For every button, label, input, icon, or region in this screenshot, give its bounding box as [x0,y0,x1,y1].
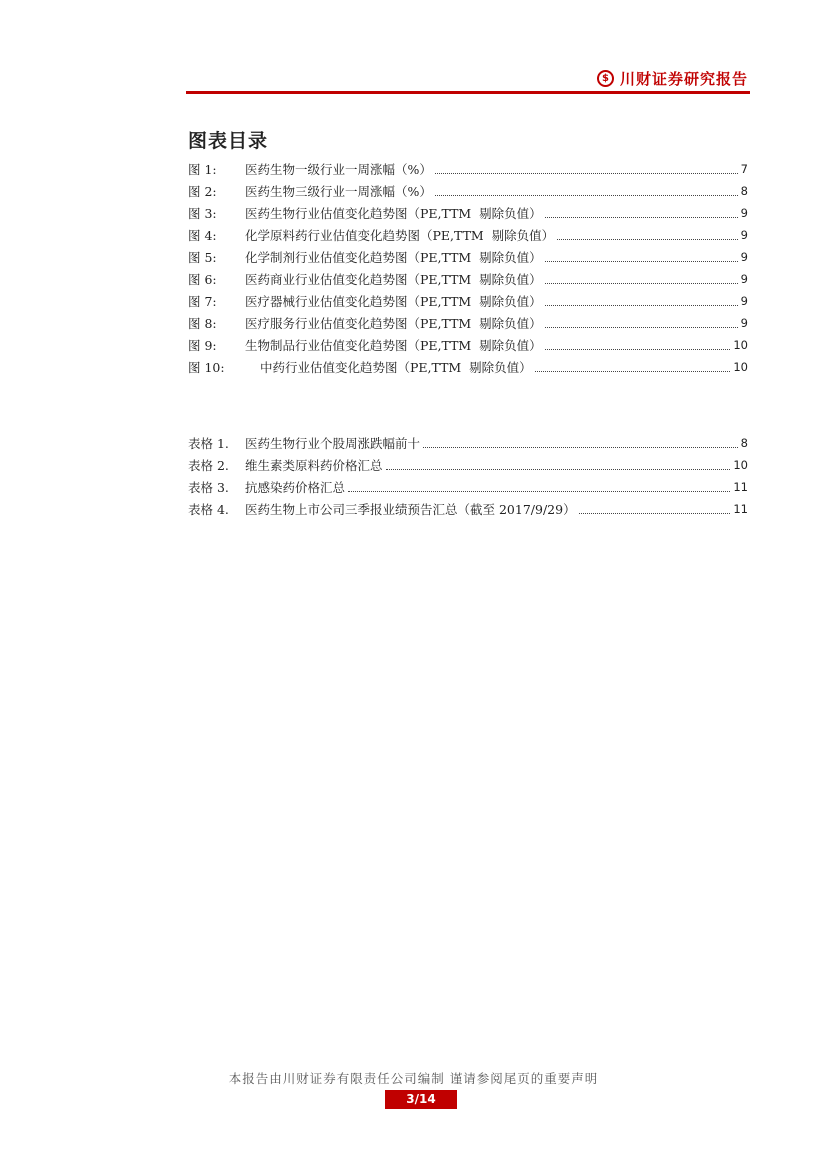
entry-label: 图 9: [188,338,217,353]
entry-page: 9 [740,272,748,286]
toc-title: 图表目录 [188,130,269,152]
header-rule [186,91,750,94]
entry-caption: 医药商业行业估值变化趋势图（PE,TTM 剔除负值） [245,272,542,287]
dot-leader [579,513,731,514]
entry-label: 图 2: [188,184,217,199]
toc-entry-table[interactable] [188,498,748,520]
entry-page: 11 [733,480,748,494]
dot-leader [386,469,731,470]
brand-name: 川财证券研究报告 [619,70,748,88]
entry-page: 9 [740,250,748,264]
toc-entry-figure[interactable] [188,356,748,378]
entry-page: 8 [740,184,748,198]
entry-caption: 抗感染药价格汇总 [245,480,346,495]
entry-label: 表格 4. [188,502,229,517]
toc-entry-table[interactable] [188,432,748,454]
dot-leader [545,305,738,306]
entry-caption: 医药生物上市公司三季报业绩预告汇总（截至 2017/9/29） [245,502,576,517]
entry-caption: 医药生物一级行业一周涨幅（%） [245,162,432,177]
entry-caption: 医药生物三级行业一周涨幅（%） [245,184,432,199]
entry-label: 图 6: [188,272,217,287]
entry-page: 11 [733,502,748,516]
entry-caption: 医药生物行业估值变化趋势图（PE,TTM 剔除负值） [245,206,542,221]
entry-page: 9 [740,206,748,220]
footer-disclaimer: 本报告由川财证券有限责任公司编制 谨请参阅尾页的重要声明 [228,1071,599,1086]
entry-label: 表格 2. [188,458,229,473]
entry-label: 图 4: [188,228,217,243]
entry-page: 9 [740,316,748,330]
dot-leader [545,349,731,350]
dot-leader [348,491,730,492]
toc-entry-table[interactable] [188,476,748,498]
toc-entry-figure[interactable] [188,334,748,356]
entry-caption: 医药生物行业个股周涨跌幅前十 [245,436,421,451]
dot-leader [545,327,738,328]
entry-label: 表格 1. [188,436,229,451]
entry-page: 8 [740,436,748,450]
entry-page: 10 [733,458,748,472]
entry-label: 图 3: [188,206,217,221]
dot-leader [545,217,738,218]
entry-label: 图 7: [188,294,217,309]
entry-page: 9 [740,228,748,242]
dot-leader [545,261,738,262]
toc-entry-figure[interactable] [188,158,748,180]
entry-label: 图 1: [188,162,217,177]
toc-entry-figure[interactable] [188,202,748,224]
entry-page: 9 [740,294,748,308]
dot-leader [435,195,738,196]
dot-leader [435,173,738,174]
entry-page: 7 [740,162,748,176]
entry-caption: 生物制品行业估值变化趋势图（PE,TTM 剔除负值） [245,338,542,353]
page-number-badge: 3/14 [385,1090,457,1109]
entry-caption: 维生素类原料药价格汇总 [245,458,383,473]
entry-label: 图 10: [188,360,225,375]
entry-label: 图 5: [188,250,217,265]
entry-caption: 医疗服务行业估值变化趋势图（PE,TTM 剔除负值） [245,316,542,331]
dot-leader [423,447,738,448]
page-header [186,62,750,96]
toc-entry-figure[interactable] [188,268,748,290]
entry-page: 10 [733,338,748,352]
toc-entry-figure[interactable] [188,180,748,202]
entry-caption: 化学制剂行业估值变化趋势图（PE,TTM 剔除负值） [245,250,542,265]
entry-label: 表格 3. [188,480,229,495]
entry-page: 10 [733,360,748,374]
dot-leader [535,371,731,372]
entry-caption: 医疗器械行业估值变化趋势图（PE,TTM 剔除负值） [245,294,542,309]
toc-entry-figure[interactable] [188,312,748,334]
toc-entry-figure[interactable] [188,290,748,312]
entry-caption: 中药行业估值变化趋势图（PE,TTM 剔除负值） [260,360,532,375]
entry-label: 图 8: [188,316,217,331]
entry-caption: 化学原料药行业估值变化趋势图（PE,TTM 剔除负值） [245,228,555,243]
toc-entry-figure[interactable] [188,246,748,268]
dot-leader [557,239,738,240]
company-logo-icon: $ [597,70,614,87]
toc-entry-figure[interactable] [188,224,748,246]
toc-entry-table[interactable] [188,454,748,476]
dot-leader [545,283,738,284]
table-list [188,432,748,520]
figure-list [188,158,748,378]
brand [597,68,748,89]
